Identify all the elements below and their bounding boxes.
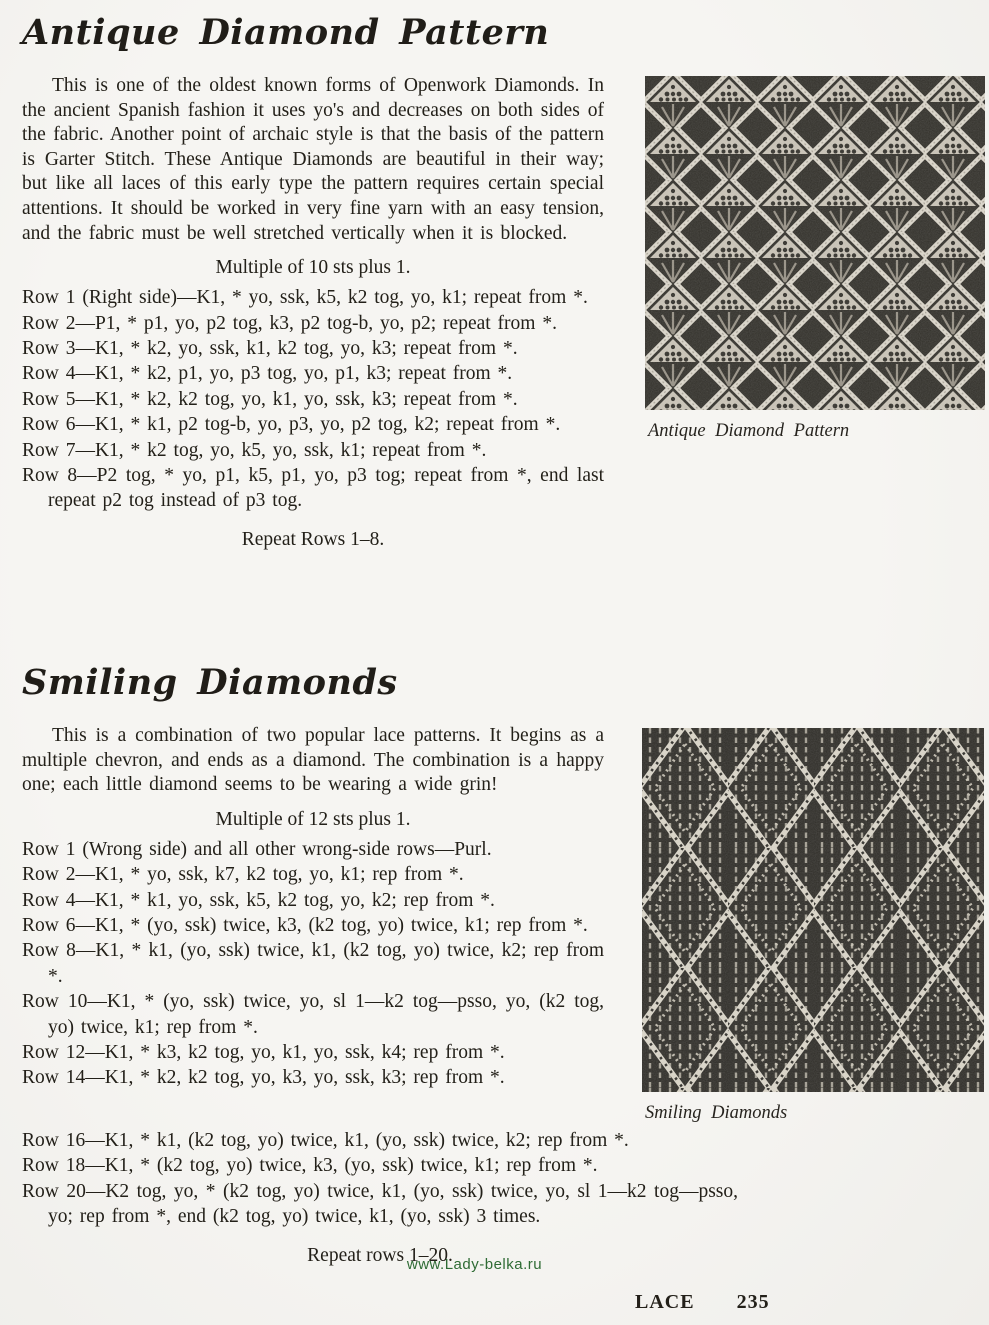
smiling-rows-upper — [22, 837, 604, 1091]
pattern-row: Row 16—K1, * k1, (k2 tog, yo) twice, k1, (yo, ssk) twice, k2; rep from *. — [22, 1130, 629, 1151]
antique-repeat-note: Repeat Rows 1–8. — [241, 528, 385, 550]
antique-title: Antique Diamond Pattern — [22, 12, 550, 53]
smiling-photo-caption: Smiling Diamonds — [645, 1103, 788, 1123]
antique-stitch-multiple: Multiple of 10 sts plus 1. — [215, 257, 411, 279]
smiling-lace-pattern-image — [642, 728, 984, 1092]
pattern-row: Row 6—K1, * (yo, ssk) twice, k3, (k2 tog, yo) twice, k1; rep from *. — [22, 915, 588, 936]
pattern-row: Row 7—K1, * k2 tog, yo, k5, yo, ssk, k1; repeat from *. — [22, 439, 487, 461]
antique-intro: This is one of the oldest known forms of Openwork Diamonds. In the ancient Spanish fashion it uses yo's and decreases on both sides of the fabric. Another point of archaic style is that the basis of the pattern is Garter Stitch. These Antique Diamonds are beautiful in their way; but like all laces of this early type the pattern requires certain special attentions. It should be worked in very fine yarn with an easy tension, and the fabric must be well stretched vertically when it is blocked. — [22, 75, 604, 244]
watermark-url: www.Lady-belka.ru — [406, 1256, 543, 1273]
pattern-row: Row 8—P2 tog, * yo, p1, k5, p1, yo, p3 tog; repeat from *, end last repeat p2 tog instead of p3 tog. — [22, 465, 604, 512]
pattern-row: Row 18—K1, * (k2 tog, yo) twice, k3, (yo, ssk) twice, k1; rep from *. — [22, 1155, 598, 1177]
smiling-rows-lower — [22, 1128, 738, 1230]
pattern-row: Row 12—K1, * k3, k2 tog, yo, k1, yo, ssk, k4; rep from *. — [22, 1042, 505, 1064]
smiling-repeat-note: Repeat rows 1–20. — [307, 1244, 453, 1266]
smiling-intro: This is a combination of two popular lace patterns. It begins as a multiple chevron, and ends as a diamond. The combination is a happy one; each little diamond seems to be wearing a wide grin! — [22, 725, 604, 796]
footer-page-number: 235 — [736, 1291, 770, 1313]
antique-photo-figure — [645, 76, 985, 442]
smiling-diamonds-photo — [642, 728, 984, 1092]
pattern-row: Row 2—P1, * p1, yo, p2 tog, k3, p2 tog-b, yo, p2; repeat from *. — [22, 312, 557, 334]
pattern-row: Row 4—K1, * k1, yo, ssk, k5, k2 tog, yo, k2; rep from *. — [22, 889, 495, 911]
pattern-row: Row 2—K1, * yo, ssk, k7, k2 tog, yo, k1; rep from *. — [22, 864, 464, 886]
page-footer — [635, 1291, 770, 1314]
antique-rows — [22, 285, 604, 514]
pattern-row: Row 8—K1, * k1, (yo, ssk) twice, k1, (k2 tog, yo) twice, k2; rep from *. — [22, 940, 604, 987]
smiling-stitch-multiple: Multiple of 12 sts plus 1. — [215, 808, 411, 830]
antique-lace-pattern-image — [645, 76, 985, 410]
smiling-section — [22, 662, 604, 1091]
pattern-row: Row 20—K2 tog, yo, * (k2 tog, yo) twice, k1, (yo, ssk) twice, yo, sl 1—k2 tog—psso, yo; rep from *, end (k2 tog, yo) twice, k1, (yo, ssk) 3 times. — [22, 1180, 738, 1228]
smiling-title: Smiling Diamonds — [22, 662, 398, 703]
pattern-row: Row 10—K1, * (yo, ssk) twice, yo, sl 1—k2 tog—psso, yo, (k2 tog, yo) twice, k1; rep from *. — [22, 991, 604, 1038]
pattern-row: Row 1 (Right side)—K1, * yo, ssk, k5, k2 tog, yo, k1; repeat from *. — [22, 287, 588, 309]
smiling-photo-figure — [642, 728, 984, 1124]
footer-section-label: LACE — [635, 1291, 695, 1313]
pattern-row: Row 14—K1, * k2, k2 tog, yo, k3, yo, ssk, k3; rep from *. — [22, 1067, 505, 1089]
pattern-row: Row 3—K1, * k2, yo, ssk, k1, k2 tog, yo, k3; repeat from *. — [22, 337, 518, 359]
antique-photo-caption: Antique Diamond Pattern — [648, 421, 850, 441]
pattern-row: Row 5—K1, * k2, k2 tog, yo, k1, yo, ssk, k3; repeat from *. — [22, 388, 518, 410]
antique-section — [22, 12, 604, 570]
pattern-row: Row 4—K1, * k2, p1, yo, p3 tog, yo, p1, k3; repeat from *. — [22, 363, 513, 385]
antique-diamond-photo — [645, 76, 985, 410]
pattern-row: Row 1 (Wrong side) and all other wrong-side rows—Purl. — [22, 838, 492, 860]
pattern-row: Row 6—K1, * k1, p2 tog-b, yo, p3, yo, p2 tog, k2; repeat from *. — [22, 414, 561, 436]
